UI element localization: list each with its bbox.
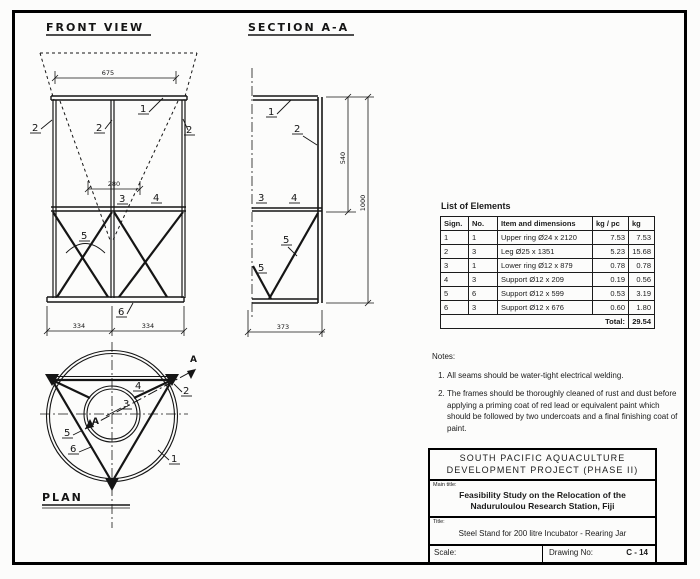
cell-sign: 2 xyxy=(441,245,469,259)
cell-sign: 3 xyxy=(441,259,469,273)
col-no: No. xyxy=(469,217,498,231)
front-callout-1: 1 xyxy=(140,104,147,115)
cell-no: 3 xyxy=(469,245,498,259)
plan-callout-4: 4 xyxy=(135,381,142,392)
total-label: Total: xyxy=(441,315,629,329)
cell-kg: 7.53 xyxy=(629,231,655,245)
plan-callout-3: 3 xyxy=(123,399,130,410)
section-callouts xyxy=(256,100,317,273)
front-dim-bottom-left: 334 xyxy=(72,322,86,330)
cell-item: Support Ø12 x 209 xyxy=(498,273,593,287)
cell-kg-pc: 0.78 xyxy=(593,259,629,273)
cell-kg: 15.68 xyxy=(629,245,655,259)
cell-sign: 5 xyxy=(441,287,469,301)
elements-table-title: List of Elements xyxy=(441,201,511,211)
drawing-no-value: C - 14 xyxy=(626,548,648,558)
section-callout-1: 1 xyxy=(268,107,275,118)
organization-name xyxy=(430,450,655,479)
cell-kg: 0.78 xyxy=(629,259,655,273)
front-dim-top-value: 675 xyxy=(101,69,115,77)
cell-kg-pc: 0.60 xyxy=(593,301,629,315)
col-item: Item and dimensions xyxy=(498,217,593,231)
front-callout-2-right: 2 xyxy=(186,125,193,136)
title-block xyxy=(428,448,657,564)
cell-no: 1 xyxy=(469,259,498,273)
cell-kg-pc: 0.53 xyxy=(593,287,629,301)
section-leg xyxy=(318,97,322,303)
front-callout-2-mid: 2 xyxy=(96,123,103,134)
note-item-1: 1. All seams should be water-tight electrical welding. xyxy=(447,370,682,382)
front-callout-6: 6 xyxy=(118,307,125,318)
notes-section xyxy=(432,351,682,442)
front-dim-bottom-right: 334 xyxy=(141,322,155,330)
cell-item: Upper ring Ø24 x 2120 xyxy=(498,231,593,245)
section-braces xyxy=(253,213,318,299)
cell-no: 1 xyxy=(469,231,498,245)
front-upper-ring xyxy=(51,96,187,100)
section-bottom-ring xyxy=(252,299,318,303)
front-view-title: FRONT VIEW xyxy=(46,21,145,34)
front-lower-ring xyxy=(51,207,186,211)
plan-callout-2: 2 xyxy=(183,386,190,397)
front-callout-5: 5 xyxy=(81,231,88,242)
plan-callout-5: 5 xyxy=(64,428,71,439)
plan-section-line xyxy=(85,369,196,429)
section-dim-upper: 540 xyxy=(339,151,347,165)
table-row xyxy=(441,301,655,315)
section-dim-total: 1000 xyxy=(359,194,367,212)
drawing-title-label: Title: xyxy=(433,519,445,526)
note-item-2: 2. The frames should be thoroughly cleaned of rust and dust before applying a priming coat of red lead or equivalent paint which should be followed by two undercoats and a final finishing coat of paint. xyxy=(447,388,682,434)
plan-callout-6: 6 xyxy=(70,444,77,455)
main-title-section xyxy=(430,479,655,516)
cell-no: 3 xyxy=(469,273,498,287)
section-arrow-outer xyxy=(187,369,196,379)
cell-kg: 3.19 xyxy=(629,287,655,301)
plan-section-letter-inner: A xyxy=(92,417,99,427)
plan-view-title: PLAN xyxy=(42,491,83,504)
front-view xyxy=(30,21,197,336)
section-callout-3: 3 xyxy=(258,193,265,204)
drawing-title-section xyxy=(430,516,655,544)
section-upper-ring xyxy=(253,96,318,100)
col-kg-pc: kg / pc xyxy=(593,217,629,231)
cell-item: Support Ø12 x 676 xyxy=(498,301,593,315)
section-callout-2: 2 xyxy=(294,124,301,135)
cell-kg-pc: 0.19 xyxy=(593,273,629,287)
plan-view xyxy=(40,342,197,528)
drawing-title: Steel Stand for 200 litre Incubator - Rearing Jar xyxy=(458,529,627,539)
table-row xyxy=(441,273,655,287)
total-value: 29.54 xyxy=(629,315,655,329)
table-row xyxy=(441,287,655,301)
section-callout-4: 4 xyxy=(291,193,298,204)
plan-section-letter-outer: A xyxy=(190,355,197,365)
front-dim-bottom xyxy=(44,306,187,336)
cell-item: Leg Ø25 x 1351 xyxy=(498,245,593,259)
front-callout-2-left: 2 xyxy=(32,123,39,134)
cell-kg-pc: 5.23 xyxy=(593,245,629,259)
drawing-no-label: Drawing No: xyxy=(549,548,594,558)
cell-item: Support Ø12 x 599 xyxy=(498,287,593,301)
front-callout-4: 4 xyxy=(153,193,160,204)
plan-callout-1: 1 xyxy=(171,454,178,465)
scale-label: Scale: xyxy=(430,546,543,562)
cell-no: 3 xyxy=(469,301,498,315)
section-view xyxy=(245,21,374,337)
cell-no: 6 xyxy=(469,287,498,301)
front-bottom-ring xyxy=(47,297,184,302)
cell-item: Lower ring Ø12 x 879 xyxy=(498,259,593,273)
elements-table xyxy=(440,216,655,329)
main-title-line2: Naduruloulou Research Station, Fiji xyxy=(470,501,615,512)
cell-kg-pc: 7.53 xyxy=(593,231,629,245)
cell-sign: 4 xyxy=(441,273,469,287)
table-row xyxy=(441,245,655,259)
main-title-line1: Feasibility Study on the Relocation of the xyxy=(459,490,626,501)
organization-line1: SOUTH PACIFIC AQUACULTURE xyxy=(459,453,626,463)
col-kg: kg xyxy=(629,217,655,231)
section-dim-bottom-value: 373 xyxy=(276,323,290,331)
col-sign: Sign. xyxy=(441,217,469,231)
table-row xyxy=(441,259,655,273)
front-dim-top xyxy=(52,71,179,84)
organization-line2: DEVELOPMENT PROJECT (PHASE II) xyxy=(446,464,639,475)
cell-kg: 0.56 xyxy=(629,273,655,287)
section-lower-ring xyxy=(252,208,322,211)
front-braces xyxy=(53,212,183,297)
table-total-row xyxy=(441,315,655,329)
cell-kg: 1.80 xyxy=(629,301,655,315)
table-row xyxy=(441,231,655,245)
section-view-title: SECTION A-A xyxy=(248,21,350,34)
cell-sign: 1 xyxy=(441,231,469,245)
section-callout-5b: 5 xyxy=(258,263,265,274)
table-header-row xyxy=(441,217,655,231)
title-block-bottom-row xyxy=(430,544,655,562)
cell-sign: 6 xyxy=(441,301,469,315)
plan-callouts xyxy=(62,384,192,464)
front-callout-3: 3 xyxy=(119,194,126,205)
notes-title: Notes: xyxy=(432,352,456,361)
front-dim-mid-value: 280 xyxy=(107,180,121,188)
main-title-label: Main title: xyxy=(433,482,457,489)
section-callout-5a: 5 xyxy=(283,235,290,246)
